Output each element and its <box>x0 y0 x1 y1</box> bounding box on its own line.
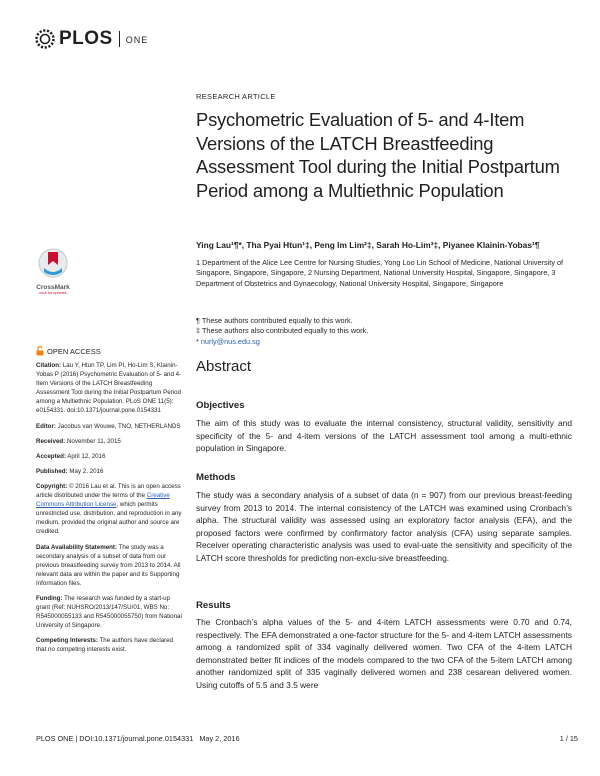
copyright <box>36 482 182 537</box>
funding-label: Funding: <box>36 594 63 602</box>
results-text: The Cronbach’s alpha values of the 5- and 4-item LATCH assessments were 0.70 and 0.74, respectively. The EFA demonstrated a one-factor structure for the 5- and 4-item LATCH assessments among a randomized split of 334 vaginally delivered women. Two CFA of the 4-item LATCH demonstrated better fit indices of the models compared to the two CFA of the 5-item LATCH among another randomized split of 335 vaginally delivered women and 238 cesarean delivered women. Using cutoffs of 5.5 and 3.5 were <box>196 617 572 690</box>
footer-citation: PLOS ONE | DOI:10.1371/journal.pone.0154331 May 2, 2016 <box>36 734 240 743</box>
email-prefix: * <box>196 336 201 346</box>
note-equal: ¶ These authors contributed equally to this work. <box>196 316 353 325</box>
license-link[interactable]: Creative Commons Attribution License <box>36 492 170 509</box>
logo-name: PLOS <box>59 28 113 49</box>
copyright-text-end: , which permits unrestricted use, distribution, and reproduction in any medium, provided the original author and source are credited. <box>36 501 182 536</box>
competing-interests <box>36 636 182 654</box>
received <box>36 437 182 446</box>
published <box>36 467 182 476</box>
competing-label: Competing Interests: <box>36 637 98 645</box>
note-also: ‡ These authors also contributed equally to this work. <box>196 326 369 336</box>
email-link[interactable]: nurly@nus.edu.sg <box>200 336 260 346</box>
open-access-label: OPEN ACCESS <box>47 346 101 356</box>
editor-label: Editor: <box>36 422 56 430</box>
citation-text: Lau Y, Htun TP, Lim PI, Ho-Lim S, Klainin-Yobas P (2016) Psychometric Evaluation of 5- and 4-Item Versions of the LATCH Breastfeeding Assessment Tool during the Initial Postpartum Period among a Multiethnic Population. PLoS ONE 11(5): e0154331. doi:10.1371/journal.pone.0154331 <box>36 362 182 415</box>
competing-text: The authors have declared that no competing interests exist. <box>36 637 174 654</box>
article-type: RESEARCH ARTICLE <box>196 92 276 101</box>
methods-text: The study was a secondary analysis of a subset of data (n = 907) from our previous breast-feeding survey from 2013 to 2014. The internal consistency of the LATCH was examined using Cronbach’s alpha. The structural validity was assessed using an exploratory factor analysis (EFA), and the proposed factors were confirmed by confirmatory factor analysis (CFA) using separate samples. Receiver operating characteristic analysis was used to eval-uate the sensitivity and specificity of the LATCH score thresholds for predicting non-exclu-sive breastfeeding. <box>196 490 572 563</box>
results-heading: Results <box>196 600 231 611</box>
note-email <box>196 337 572 347</box>
editor-text: Jacobus van Wouwe, TNO, NETHERLANDS <box>55 422 181 430</box>
received-label: Received: <box>36 437 66 445</box>
accepted <box>36 452 182 461</box>
funding <box>36 594 182 630</box>
logo-journal: ONE <box>125 35 149 45</box>
logo-divider <box>119 31 120 47</box>
open-lock-icon <box>36 346 44 356</box>
crossmark-icon <box>38 248 68 278</box>
author-notes <box>196 316 572 347</box>
data-label: Data Availability Statement: <box>36 543 118 551</box>
accepted-label: Accepted: <box>36 452 66 460</box>
abstract-heading: Abstract <box>196 358 252 375</box>
published-text: May 2, 2016 <box>67 467 104 475</box>
methods-heading: Methods <box>196 472 236 483</box>
data-text: The study was a secondary analysis of a subset of data from our previous breastfeeding survey from 2013 to 2014. All relevant data are within the paper and its Supporting Information files. <box>36 543 181 587</box>
author-list: Ying Lau¹¶*, Tha Pyai Htun¹‡, Peng Im Lim²‡, Sarah Ho-Lim³‡, Piyanee Klainin-Yobas¹¶ <box>196 240 540 250</box>
citation-label: Citation: <box>36 362 62 369</box>
data-availability <box>36 543 182 588</box>
page-footer <box>36 734 578 743</box>
plos-ring-icon <box>34 28 56 50</box>
plos-logo[interactable] <box>34 26 148 52</box>
article-title: Psychometric Evaluation of 5- and 4-Item Versions of the LATCH Breastfeeding Assessment Tool during the Initial Postpartum Period among a Multiethnic Population <box>196 109 560 201</box>
received-text: November 11, 2015 <box>65 437 121 445</box>
page-number: 1 / 15 <box>559 734 578 743</box>
article-info-sidebar <box>36 361 182 661</box>
copyright-label: Copyright: <box>36 482 68 490</box>
open-access[interactable] <box>36 346 101 356</box>
crossmark-badge[interactable] <box>36 248 70 295</box>
citation <box>36 361 182 416</box>
affiliations: 1 Department of the Alice Lee Centre for Nursing Studies, Yong Loo Lin School of Medicine, National University of Singapore, Singapore, Singapore, 2 Nursing Department, National University Hospital, Singapore, Singapore, 3 Department of Obstetrics and Gynaecology, National University Hospital, Singapore, Singapore <box>196 258 564 288</box>
objectives-text: The aim of this study was to evaluate the internal consistency, structural validity, sensitivity and specificity of the 5- and 4-item versions of the LATCH assessment tool among a multi-ethnic population in Singapore. <box>196 418 572 454</box>
crossmark-label: CrossMark <box>36 284 70 291</box>
funding-text: The research was funded by a start-up grant (Ref: NUHSRO/2013/147/SU/01, WBS No: R545000055133 and R545000055750) from National University of Singapore. <box>36 594 182 630</box>
crossmark-sub: click for updates <box>39 291 67 295</box>
published-label: Published: <box>36 467 68 475</box>
copyright-text: © 2016 Lau et al. This is an open access article distributed under the terms of the <box>36 482 181 500</box>
editor <box>36 422 182 431</box>
objectives-heading: Objectives <box>196 400 245 411</box>
accepted-text: April 12, 2016 <box>65 452 106 460</box>
